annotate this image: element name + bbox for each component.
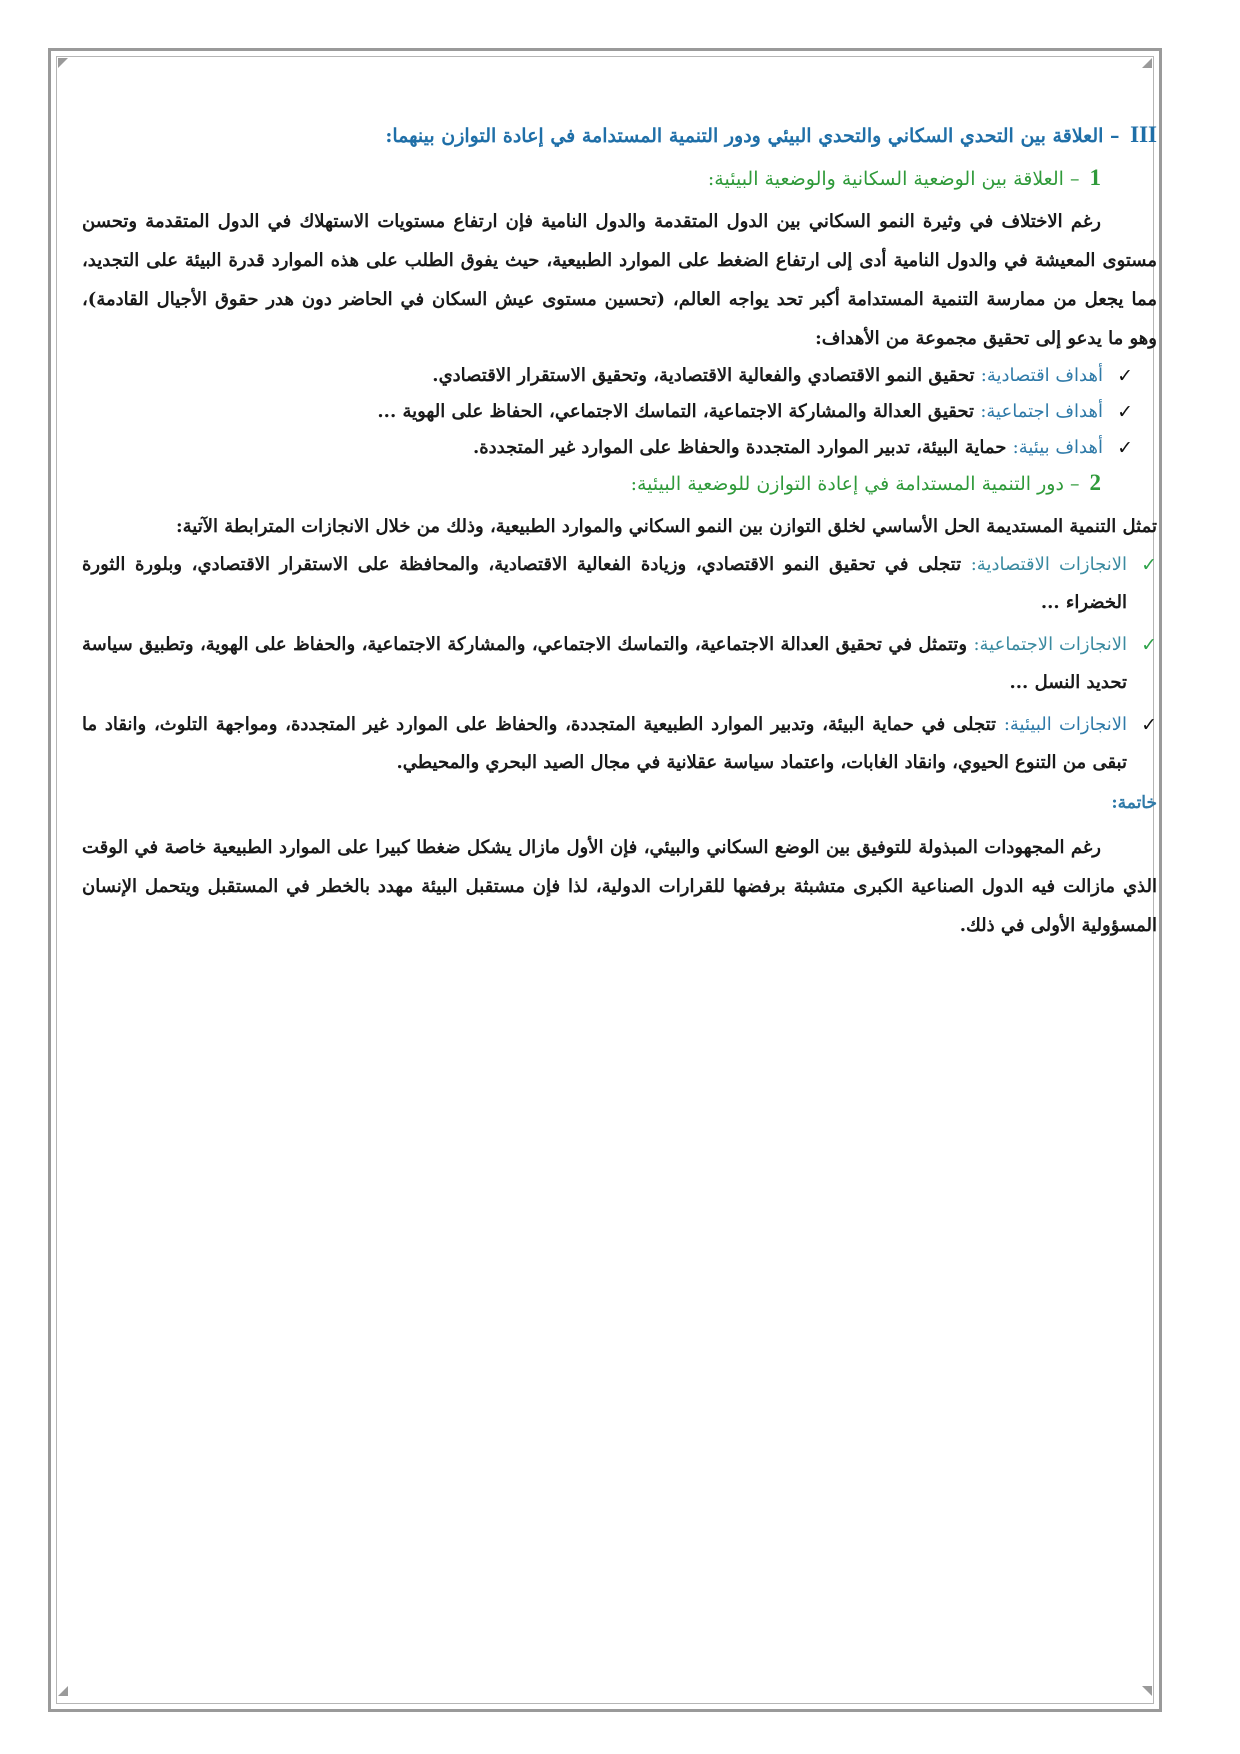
check-icon: ✓: [1141, 714, 1157, 736]
goal-label: أهداف اقتصادية:: [980, 365, 1103, 386]
list-item: [82, 430, 1133, 466]
achievement-text: تتجلى في حماية البيئة، وتدبير الموارد الطبيعية المتجددة، والحفاظ على الموارد غير المتجددة، ومواجهة التلوث، وانقاد ما تبقى من التنوع الحيوي، وانقاد الغابات، واعتماد سياسة عقلانية في مجال الصيد البحري والمحيطي.: [82, 714, 1127, 773]
conclusion-text: رغم المجهودات المبذولة للتوفيق بين الوضع السكاني والبيئي، فإن الأول مازال يشكل ضغطا كبيرا على الموارد الطبيعية خاصة في الوقت الذي مازالت فيه الدول الصناعية الكبرى متشبثة برفضها للقرارات الدولية، لذا فإن مستقبل البيئة مهدد بالخطر في المستقبل ويتحمل الإنسان المسؤولية الأولى في ذلك.: [82, 837, 1157, 936]
check-icon: ✓: [1117, 401, 1133, 423]
achievement-text: تتجلى في تحقيق النمو الاقتصادي، وزيادة الفعالية الاقتصادية، والمحافظة على الاستقرار الاقتصادي، وبلورة الثورة الخضراء ...: [82, 554, 1127, 613]
list-item: [82, 546, 1157, 622]
corner-ornament-icon: [1142, 58, 1152, 68]
corner-ornament-icon: [58, 1686, 68, 1696]
goal-text: حماية البيئة، تدبير الموارد المتجددة والحفاظ على الموارد غير المتجددة.: [472, 437, 1007, 458]
subsection-heading-1: [82, 161, 1157, 196]
achievements-list: [82, 546, 1157, 782]
document-body: [82, 118, 1157, 945]
section-numeral: III: [1130, 122, 1157, 147]
paragraph-role: تمثل التنمية المستديمة الحل الأساسي لخلق التوازن بين النمو السكاني والموارد الطبيعية، وذلك من خلال الانجازات المترابطة الآتية:: [176, 516, 1157, 537]
subsection-number: 2: [1089, 470, 1101, 495]
goals-list: [82, 358, 1157, 466]
corner-ornament-icon: [1142, 1686, 1152, 1696]
achievement-label: الانجازات الاجتماعية:: [973, 634, 1127, 655]
section-title: – العلاقة بين التحدي السكاني والتحدي البيئي ودور التنمية المستدامة في إعادة التوازن بينهما:: [385, 125, 1120, 147]
achievement-label: الانجازات البيئية:: [1003, 714, 1127, 735]
subsection-number: 1: [1089, 165, 1101, 190]
goal-text: تحقيق العدالة والمشاركة الاجتماعية، التماسك الاجتماعي، الحفاظ على الهوية ...: [377, 401, 975, 422]
check-icon: ✓: [1117, 437, 1133, 459]
achievement-text: وتتمثل في تحقيق العدالة الاجتماعية، والتماسك الاجتماعي، والمشاركة الاجتماعية، والحفاظ على الهوية، وتطبيق سياسة تحديد النسل ...: [82, 634, 1127, 693]
subsection-title: – دور التنمية المستدامة في إعادة التوازن للوضعية البيئية:: [630, 473, 1080, 495]
list-item: [82, 706, 1157, 782]
subsection-heading-2: [82, 466, 1157, 501]
goal-text: تحقيق النمو الاقتصادي والفعالية الاقتصادية، وتحقيق الاستقرار الاقتصادي.: [432, 365, 975, 386]
conclusion-heading: خاتمة:: [1111, 793, 1157, 813]
list-item: [82, 626, 1157, 702]
check-icon: ✓: [1141, 634, 1157, 656]
check-icon: ✓: [1117, 365, 1133, 387]
goal-label: أهداف اجتماعية:: [980, 401, 1103, 422]
subsection-title: – العلاقة بين الوضعية السكانية والوضعية البيئية:: [707, 168, 1080, 190]
corner-ornament-icon: [58, 58, 68, 68]
section-heading: [82, 118, 1157, 153]
achievement-label: الانجازات الاقتصادية:: [970, 554, 1127, 575]
list-item: [82, 358, 1133, 394]
list-item: [82, 394, 1133, 430]
check-icon: ✓: [1141, 554, 1157, 576]
paragraph-relationship: رغم الاختلاف في وثيرة النمو السكاني بين الدول المتقدمة والدول النامية فإن ارتفاع مستويات الاستهلاك في الدول المتقدمة وتحسن مستوى المعيشة في والدول النامية أدى إلى ارتفاع الضغط على الموارد الطبيعية، حيث يفوق الطلب على هذه الموارد قدرة البيئة على التجديد، مما يجعل من ممارسة التنمية المستدامة أكبر تحد يواجه العالم، (تحسين مستوى عيش السكان في الحاضر دون هدر حقوق الأجيال القادمة)، وهو ما يدعو إلى تحقيق مجموعة من الأهداف:: [82, 211, 1157, 349]
goal-label: أهداف بيئية:: [1012, 437, 1103, 458]
